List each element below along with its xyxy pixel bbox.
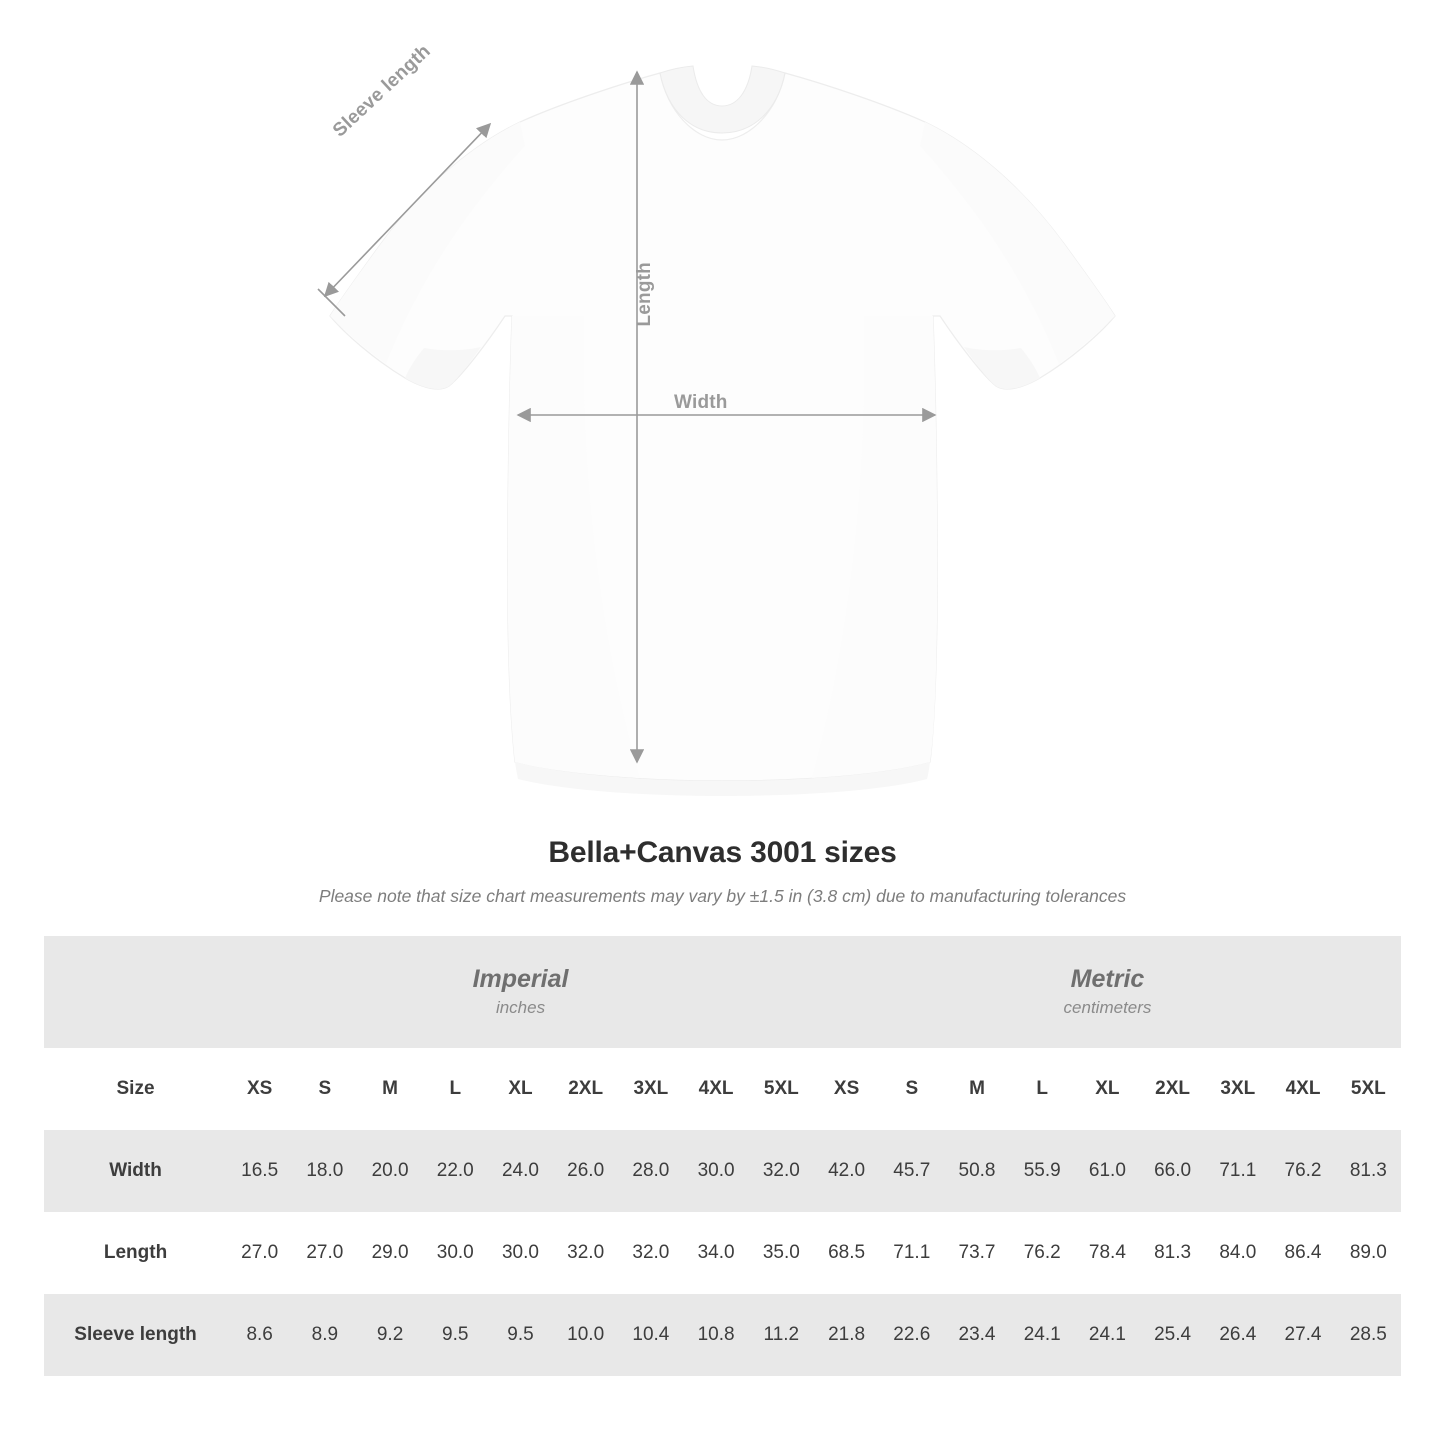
measurement-cell: 30.0 (683, 1130, 748, 1212)
measurement-cell: 8.6 (227, 1294, 292, 1376)
measurement-cell: 45.7 (879, 1130, 944, 1212)
size-header-cell: XL (1075, 1048, 1140, 1130)
size-header-cell: 4XL (1270, 1048, 1335, 1130)
unit-header-row (44, 936, 1401, 1048)
page-title: Bella+Canvas 3001 sizes (548, 836, 897, 869)
measurement-cell: 25.4 (1140, 1294, 1205, 1376)
size-header-cell: 4XL (683, 1048, 748, 1130)
measurement-cell: 30.0 (488, 1212, 553, 1294)
measurement-cell: 50.8 (944, 1130, 1009, 1212)
measurement-cell: 55.9 (1010, 1130, 1075, 1212)
measurement-cell: 20.0 (357, 1130, 422, 1212)
measurement-cell: 28.0 (618, 1130, 683, 1212)
title-block (0, 836, 1445, 907)
measurement-cell: 21.8 (814, 1294, 879, 1376)
size-header-cell: XS (814, 1048, 879, 1130)
measurement-cell: 84.0 (1205, 1212, 1270, 1294)
measurement-cell: 78.4 (1075, 1212, 1140, 1294)
measurement-cell: 71.1 (1205, 1130, 1270, 1212)
measurement-cell: 89.0 (1336, 1212, 1401, 1294)
measurement-cell: 42.0 (814, 1130, 879, 1212)
measurement-cell: 27.0 (227, 1212, 292, 1294)
measurement-cell: 81.3 (1140, 1212, 1205, 1294)
size-table (44, 936, 1401, 1376)
measurement-cell: 27.4 (1270, 1294, 1335, 1376)
measurement-cell: 32.0 (553, 1212, 618, 1294)
size-header-cell: 3XL (618, 1048, 683, 1130)
length-dimension-label: Length (634, 262, 655, 327)
size-header-cell: XS (227, 1048, 292, 1130)
measurement-cell: 10.4 (618, 1294, 683, 1376)
measurement-cell: 71.1 (879, 1212, 944, 1294)
measurement-cell: 22.0 (423, 1130, 488, 1212)
measurement-cell: 10.8 (683, 1294, 748, 1376)
imperial-group-header (227, 936, 814, 1048)
measurement-cell: 32.0 (618, 1212, 683, 1294)
measurement-cell: 76.2 (1270, 1130, 1335, 1212)
measurement-cell: 26.4 (1205, 1294, 1270, 1376)
measurement-cell: 24.0 (488, 1130, 553, 1212)
size-table-wrapper (44, 936, 1401, 1376)
width-dimension-label: Width (674, 392, 728, 413)
measurement-cell: 24.1 (1075, 1294, 1140, 1376)
measurement-cell: 11.2 (749, 1294, 814, 1376)
size-header-cell: L (423, 1048, 488, 1130)
size-header-cell: M (944, 1048, 1009, 1130)
size-header-cell: L (1010, 1048, 1075, 1130)
imperial-label: Imperial (472, 964, 569, 993)
measurement-cell: 28.5 (1336, 1294, 1401, 1376)
size-header-cell: XL (488, 1048, 553, 1130)
measurement-cell: 27.0 (292, 1212, 357, 1294)
metric-label: Metric (1070, 964, 1145, 993)
size-header-cell: 2XL (553, 1048, 618, 1130)
measurement-cell: 73.7 (944, 1212, 1009, 1294)
size-header-cell: S (292, 1048, 357, 1130)
measurement-cell: 10.0 (553, 1294, 618, 1376)
metric-sub-label: centimeters (1063, 998, 1152, 1018)
measurement-cell: 68.5 (814, 1212, 879, 1294)
metric-group-header (814, 936, 1401, 1048)
row-label-length: Length (44, 1212, 227, 1294)
measurement-cell: 86.4 (1270, 1212, 1335, 1294)
size-header-cell: M (357, 1048, 422, 1130)
table-row (44, 1294, 1401, 1376)
measurement-cell: 9.2 (357, 1294, 422, 1376)
measurement-cell: 9.5 (488, 1294, 553, 1376)
measurement-cell: 29.0 (357, 1212, 422, 1294)
row-label-sleeve-length: Sleeve length (44, 1294, 227, 1376)
measurement-cell: 22.6 (879, 1294, 944, 1376)
measurement-cell: 81.3 (1336, 1130, 1401, 1212)
table-row (44, 1130, 1401, 1212)
measurement-cell: 18.0 (292, 1130, 357, 1212)
measurement-cell: 23.4 (944, 1294, 1009, 1376)
table-row (44, 1212, 1401, 1294)
row-label-width: Width (44, 1130, 227, 1212)
measurement-cell: 35.0 (749, 1212, 814, 1294)
measurement-cell: 30.0 (423, 1212, 488, 1294)
size-header-cell: S (879, 1048, 944, 1130)
measurement-cell: 66.0 (1140, 1130, 1205, 1212)
measurement-cell: 34.0 (683, 1212, 748, 1294)
unit-header-spacer (44, 936, 227, 1048)
size-header-row (44, 1048, 1401, 1130)
sleeve-length-dimension-label: Sleeve length (329, 40, 435, 142)
imperial-sub-label: inches (495, 998, 546, 1018)
size-header-cell: 3XL (1205, 1048, 1270, 1130)
measurement-cell: 32.0 (749, 1130, 814, 1212)
measurement-cell: 26.0 (553, 1130, 618, 1212)
measurement-cell: 8.9 (292, 1294, 357, 1376)
size-header-cell: 5XL (749, 1048, 814, 1130)
column-header-size: Size (44, 1048, 227, 1130)
measurement-cell: 61.0 (1075, 1130, 1140, 1212)
measurement-cell: 16.5 (227, 1130, 292, 1212)
measurement-cell: 76.2 (1010, 1212, 1075, 1294)
measurement-cell: 9.5 (423, 1294, 488, 1376)
tolerance-note: Please note that size chart measurements may vary by ±1.5 in (3.8 cm) due to manufacturing tolerances (318, 886, 1127, 906)
size-header-cell: 2XL (1140, 1048, 1205, 1130)
size-header-cell: 5XL (1336, 1048, 1401, 1130)
measurement-cell: 24.1 (1010, 1294, 1075, 1376)
